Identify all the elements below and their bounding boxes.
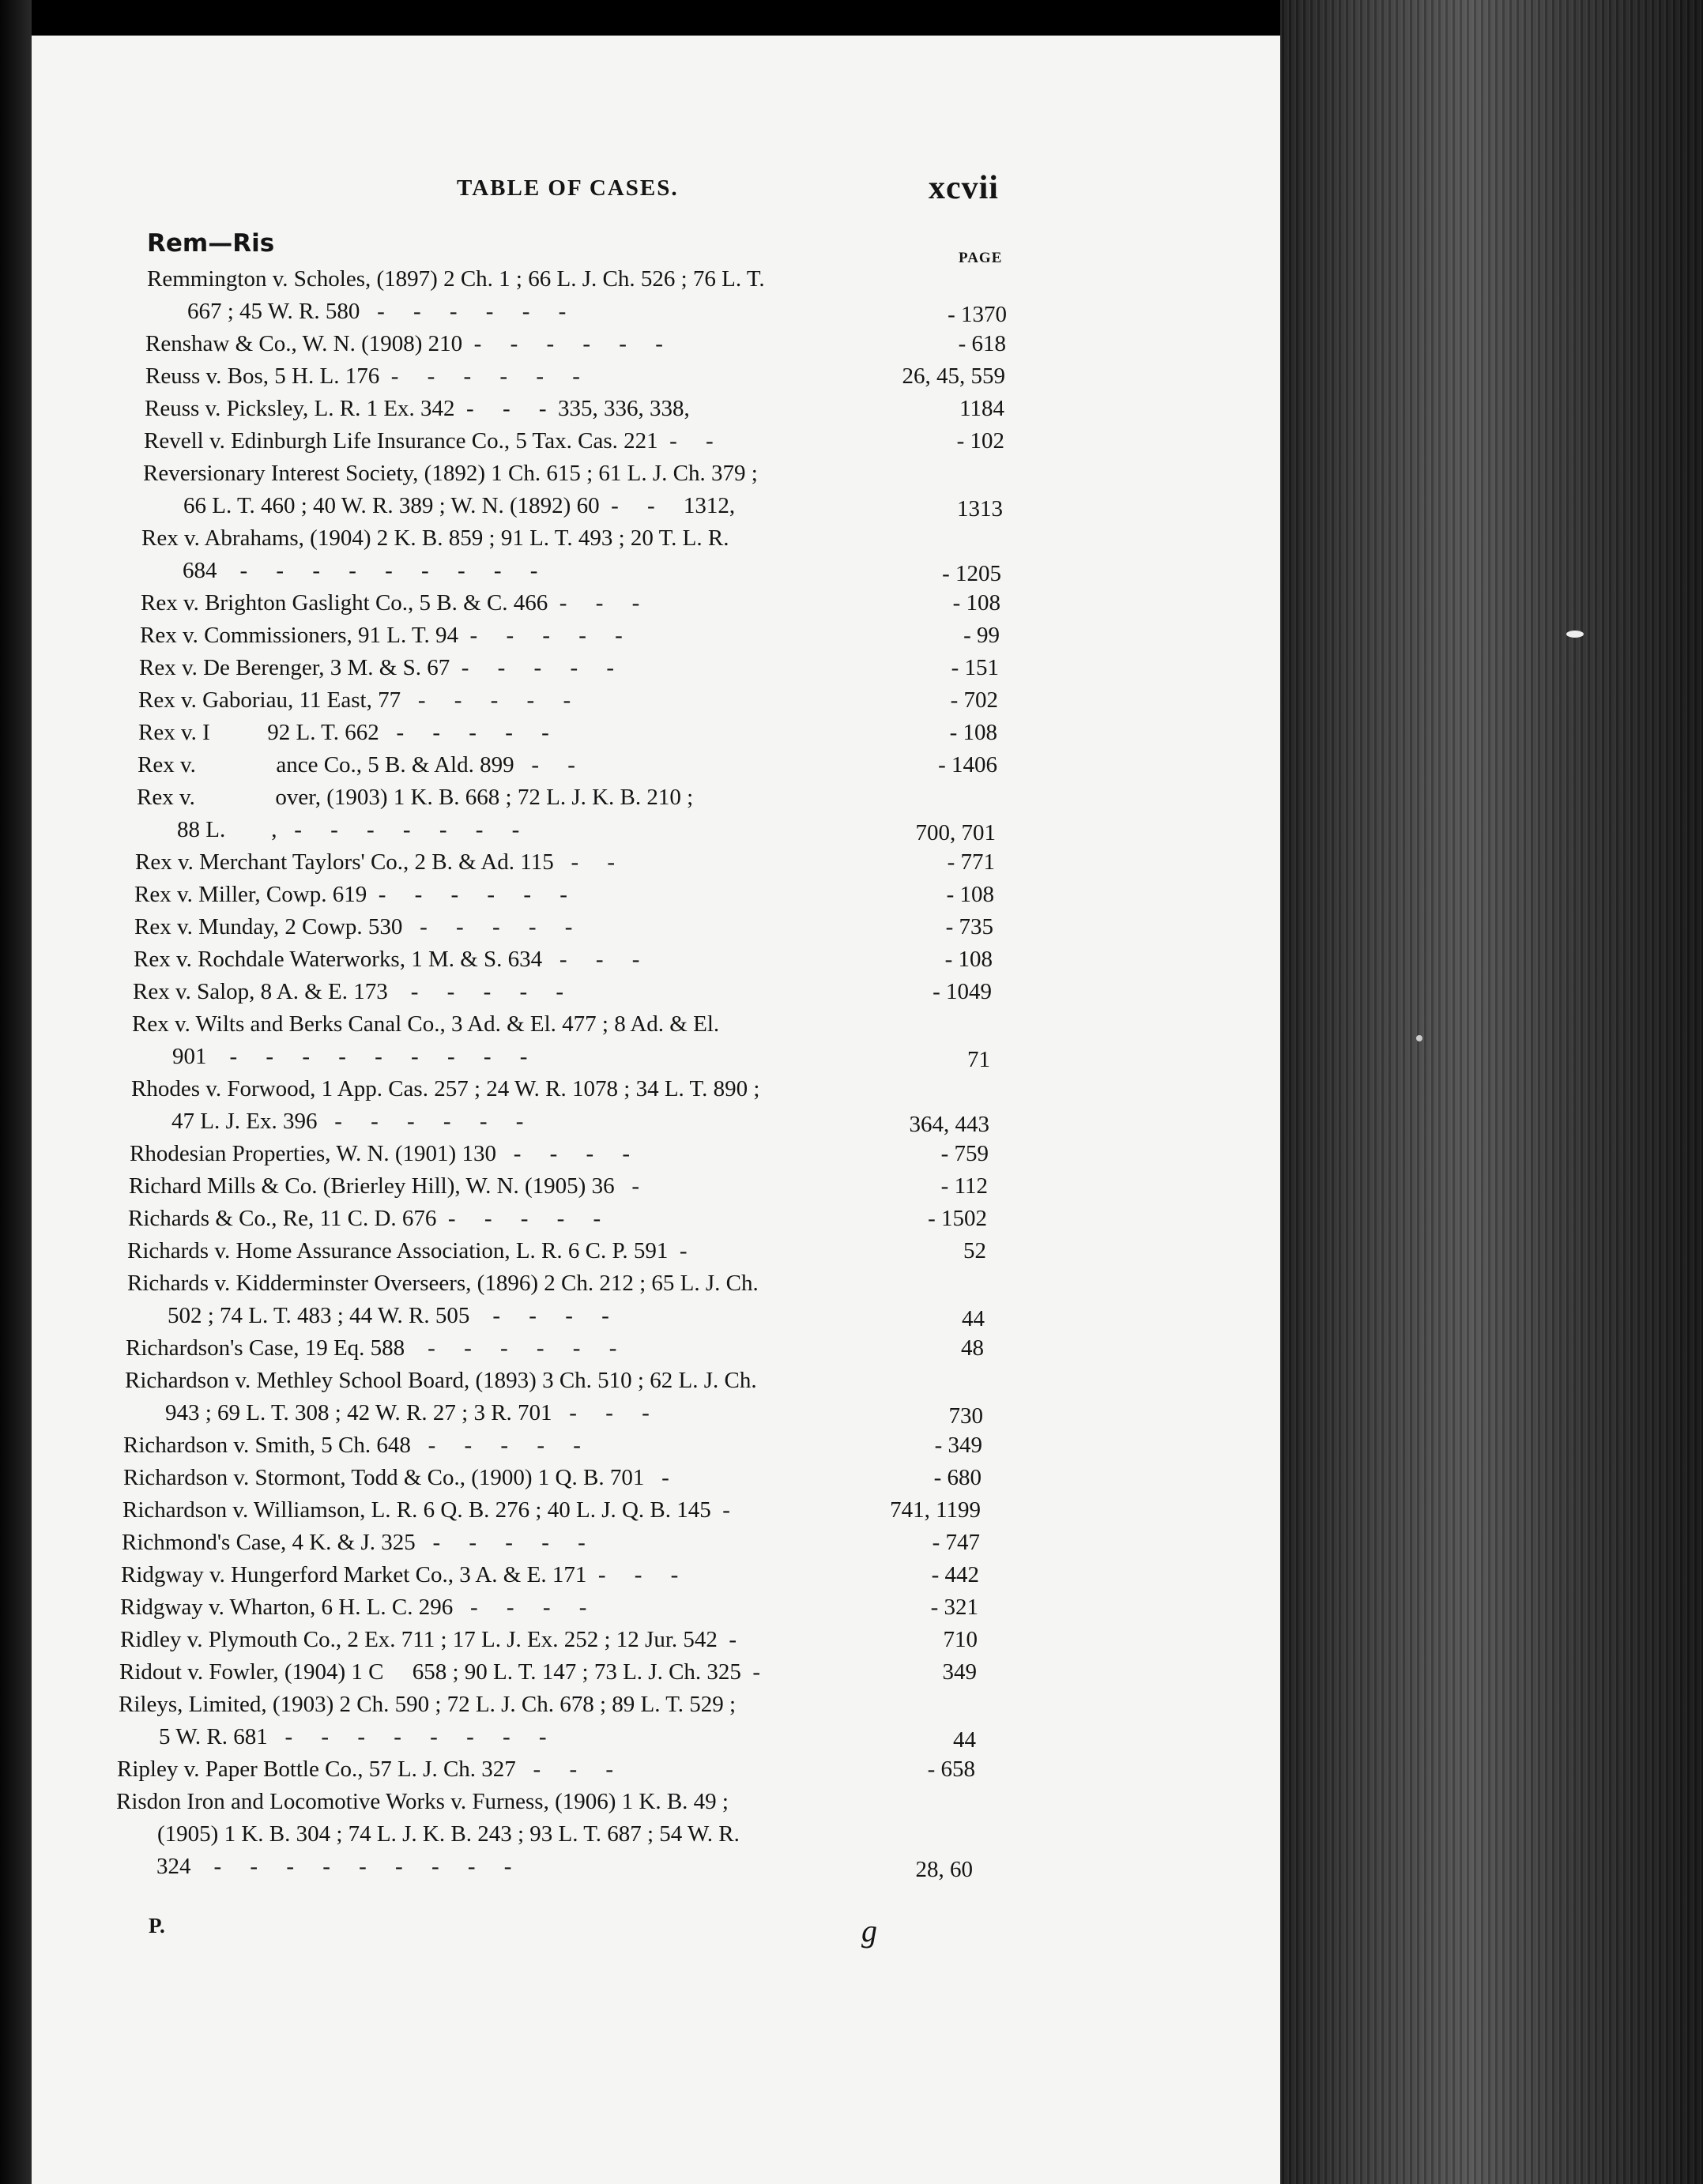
case-entry-text: Rex v. I 92 L. T. 662 - - - - -: [138, 720, 549, 745]
case-entry-text: Ripley v. Paper Bottle Co., 57 L. J. Ch. 327 - - -: [117, 1757, 614, 1782]
section-heading: Rem—Ris: [147, 229, 275, 258]
case-entry-text: Rex v. Merchant Taylors' Co., 2 B. & Ad. 115 - -: [135, 849, 616, 875]
case-entry-continuation: 901 - - - - - - - - -: [172, 1044, 528, 1069]
case-entry-text: Reuss v. Picksley, L. R. 1 Ex. 342 - - - 335, 336, 338,: [145, 396, 690, 421]
case-entry-text: Richards v. Home Assurance Association, L. R. 6 C. P. 591 -: [127, 1238, 688, 1263]
case-page-reference: 364, 443: [909, 1112, 989, 1137]
case-entry-text: Rhodes v. Forwood, 1 App. Cas. 257 ; 24 W. R. 1078 ; 34 L. T. 890 ;: [131, 1076, 760, 1101]
case-entry-text: Richardson v. Methley School Board, (1893) 3 Ch. 510 ; 62 L. J. Ch.: [125, 1368, 757, 1393]
case-page-reference: 741, 1199: [890, 1497, 981, 1523]
case-entry-text: Revell v. Edinburgh Life Insurance Co., 5 Tax. Cas. 221 - -: [144, 428, 714, 454]
case-page-reference: - 102: [956, 428, 1004, 454]
case-entry-text: Richmond's Case, 4 K. & J. 325 - - - - -: [122, 1530, 586, 1555]
case-page-reference: - 99: [963, 623, 1000, 648]
case-page-reference: 1184: [959, 396, 1004, 421]
dust-speck: [1566, 631, 1584, 638]
signature-mark: P.: [149, 1914, 165, 1937]
case-page-reference: 48: [961, 1335, 984, 1361]
case-page-reference: - 1370: [948, 302, 1007, 327]
case-page-reference: - 1205: [942, 561, 1001, 586]
case-entry-text: Rex v. Brighton Gaslight Co., 5 B. & C. 466 - - -: [141, 590, 640, 616]
case-entry-text: Risdon Iron and Locomotive Works v. Furness, (1906) 1 K. B. 49 ;: [116, 1789, 729, 1814]
case-entry-text: Reuss v. Bos, 5 H. L. 176 - - - - - -: [145, 363, 580, 389]
case-page-reference: - 680: [933, 1465, 981, 1490]
case-entry-text: Rex v. Commissioners, 91 L. T. 94 - - - - -: [140, 623, 623, 648]
case-entry-text: Rex v. Rochdale Waterworks, 1 M. & S. 634 - - -: [134, 947, 640, 972]
case-page-reference: - 108: [946, 882, 994, 907]
case-entry-text: Richards v. Kidderminster Overseers, (1896) 2 Ch. 212 ; 65 L. J. Ch.: [127, 1271, 759, 1296]
page-number: xcvii: [929, 170, 999, 206]
case-page-reference: 52: [963, 1238, 986, 1263]
signature-letter: g: [861, 1913, 877, 1949]
case-entry-text: Rhodesian Properties, W. N. (1901) 130 - - - -: [130, 1141, 631, 1166]
case-entry-text: Richardson v. Stormont, Todd & Co., (1900) 1 Q. B. 701 -: [123, 1465, 669, 1490]
case-entry-continuation: 88 L. , - - - - - - -: [177, 817, 520, 842]
case-page-reference: - 735: [945, 914, 993, 939]
case-entry-continuation: 5 W. R. 681 - - - - - - - -: [159, 1724, 547, 1749]
case-page-reference: - 759: [940, 1141, 989, 1166]
case-entry-text: Richard Mills & Co. (Brierley Hill), W. N. (1905) 36 -: [129, 1173, 639, 1199]
case-entry-text: Ridgway v. Wharton, 6 H. L. C. 296 - - - -: [120, 1595, 587, 1620]
case-page-reference: - 321: [930, 1595, 978, 1620]
case-entry-continuation: 667 ; 45 W. R. 580 - - - - - -: [187, 299, 567, 324]
case-page-reference: 710: [943, 1627, 978, 1652]
case-entry-text: Ridley v. Plymouth Co., 2 Ex. 711 ; 17 L. J. Ex. 252 ; 12 Jur. 542 -: [120, 1627, 737, 1652]
case-page-reference: 28, 60: [915, 1857, 973, 1882]
case-entry-continuation: 324 - - - - - - - - -: [156, 1854, 512, 1879]
running-title: TABLE OF CASES.: [457, 175, 679, 201]
case-entry-text: Rex v. over, (1903) 1 K. B. 668 ; 72 L. J. K. B. 210 ;: [137, 785, 694, 810]
case-entry-text: Rex v. Gaboriau, 11 East, 77 - - - - -: [138, 687, 571, 713]
case-page-reference: 730: [948, 1403, 983, 1429]
case-entry-text: Renshaw & Co., W. N. (1908) 210 - - - - - -: [145, 331, 663, 356]
case-entry-text: Richardson's Case, 19 Eq. 588 - - - - - -: [126, 1335, 617, 1361]
case-entry-text: Richardson v. Smith, 5 Ch. 648 - - - - -: [123, 1433, 581, 1458]
case-page-reference: - 658: [927, 1757, 975, 1782]
case-entry-text: Richardson v. Williamson, L. R. 6 Q. B. 276 ; 40 L. J. Q. B. 145 -: [122, 1497, 730, 1523]
case-entry-continuation: 47 L. J. Ex. 396 - - - - - -: [171, 1109, 524, 1134]
case-page-reference: - 108: [952, 590, 1000, 616]
case-entry-text: Rex v. De Berenger, 3 M. & S. 67 - - - - -: [139, 655, 615, 680]
case-page-reference: - 1049: [933, 979, 992, 1004]
case-page-reference: 349: [942, 1659, 977, 1685]
case-page-reference: - 1502: [928, 1206, 987, 1231]
case-entry-text: Richards & Co., Re, 11 C. D. 676 - - - - -: [128, 1206, 601, 1231]
case-entry-text: Rex v. Abrahams, (1904) 2 K. B. 859 ; 91 L. T. 493 ; 20 T. L. R.: [141, 525, 729, 551]
book-binding-edge: [0, 0, 32, 2184]
case-page-reference: - 747: [932, 1530, 980, 1555]
case-page-reference: 700, 701: [915, 820, 996, 845]
page-column-heading: PAGE: [959, 250, 1003, 266]
case-entry-text: Rex v. Salop, 8 A. & E. 173 - - - - -: [133, 979, 564, 1004]
case-entry-text: Remmington v. Scholes, (1897) 2 Ch. 1 ; 66 L. J. Ch. 526 ; 76 L. T.: [147, 266, 765, 292]
case-entry-text: Rex v. ance Co., 5 B. & Ald. 899 - -: [138, 752, 575, 778]
case-entry-continuation: 502 ; 74 L. T. 483 ; 44 W. R. 505 - - - -: [168, 1303, 609, 1328]
case-page-reference: - 618: [958, 331, 1006, 356]
case-page-reference: - 702: [950, 687, 998, 713]
case-entry-text: Rex v. Munday, 2 Cowp. 530 - - - - -: [134, 914, 573, 939]
case-entry-text: Rileys, Limited, (1903) 2 Ch. 590 ; 72 L. J. Ch. 678 ; 89 L. T. 529 ;: [119, 1692, 737, 1717]
dust-speck: [1416, 1035, 1422, 1041]
case-entry-text: Rex v. Wilts and Berks Canal Co., 3 Ad. & El. 477 ; 8 Ad. & El.: [132, 1011, 720, 1037]
case-page-reference: 1313: [957, 496, 1003, 522]
case-entry-text: Ridgway v. Hungerford Market Co., 3 A. & E. 171 - - -: [121, 1562, 679, 1587]
case-entry-text: Ridout v. Fowler, (1904) 1 C 658 ; 90 L. T. 147 ; 73 L. J. Ch. 325 -: [119, 1659, 761, 1685]
case-page-reference: - 1406: [938, 752, 997, 778]
case-page-reference: - 771: [947, 849, 995, 875]
case-entry-text: Rex v. Miller, Cowp. 619 - - - - - -: [134, 882, 567, 907]
case-entry-continuation: 684 - - - - - - - - -: [183, 558, 538, 583]
case-entry-continuation: 943 ; 69 L. T. 308 ; 42 W. R. 27 ; 3 R. 701 - - -: [165, 1400, 650, 1425]
case-page-reference: 71: [967, 1047, 990, 1072]
case-entry-text: Reversionary Interest Society, (1892) 1 Ch. 615 ; 61 L. J. Ch. 379 ;: [143, 461, 758, 486]
scanner-background: [1280, 0, 1703, 2184]
case-page-reference: 44: [962, 1306, 985, 1331]
case-page-reference: - 349: [934, 1433, 982, 1458]
case-page-reference: - 151: [951, 655, 999, 680]
case-entry-continuation: (1905) 1 K. B. 304 ; 74 L. J. K. B. 243 ; 93 L. T. 687 ; 54 W. R.: [157, 1821, 740, 1847]
case-page-reference: - 112: [940, 1173, 988, 1199]
case-entry-continuation: 66 L. T. 460 ; 40 W. R. 389 ; W. N. (1892) 60 - - 1312,: [183, 493, 736, 518]
case-page-reference: 44: [953, 1727, 976, 1753]
case-page-reference: - 108: [949, 720, 997, 745]
case-page-reference: - 108: [944, 947, 993, 972]
case-page-reference: 26, 45, 559: [902, 363, 1005, 389]
case-page-reference: - 442: [931, 1562, 979, 1587]
